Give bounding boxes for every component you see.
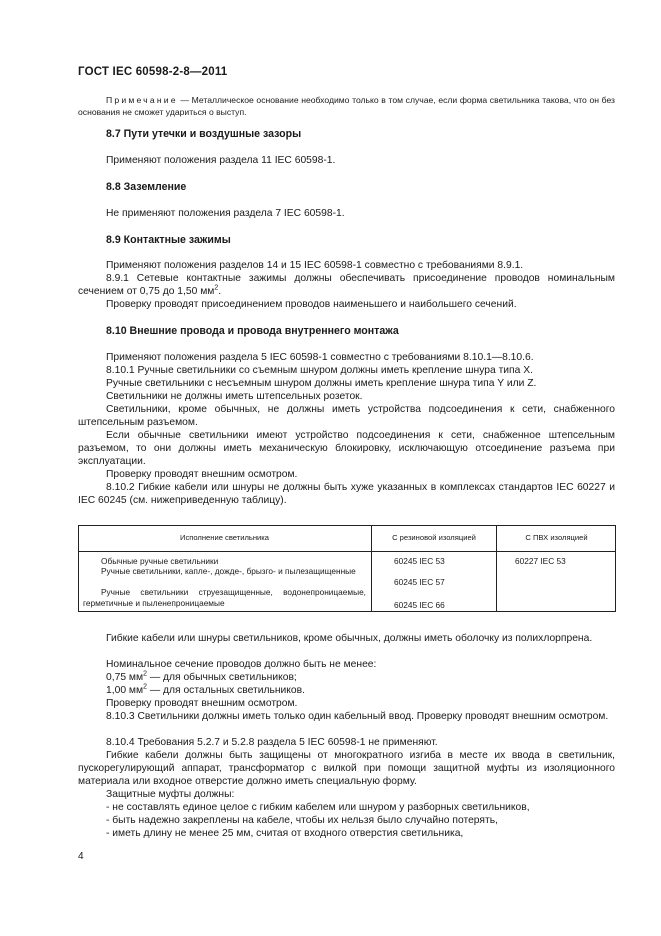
superscript: 2 — [143, 683, 147, 691]
section-8-10-p1: Применяют положения раздела 5 IEC 60598-1 совместно с требованиями 8.10.1—8.10.6. — [106, 352, 534, 363]
superscript: 2 — [214, 284, 219, 292]
section-8-10-p6: Если обычные светильники имеют устройство подсоединения к сети, снабженное штепсельным разъемом, то они должны иметь механическую блокировку, исключающую отсоединение разъема при эксплуатации. — [78, 430, 615, 467]
table-cell-rubber: 60245 IEC 57 — [394, 577, 445, 587]
value-text: — для остальных светильников. — [146, 685, 305, 696]
note-label: Примечание — [106, 95, 178, 105]
section-8-9-1-text — [78, 272, 615, 298]
list-item: - быть надежно закреплены на кабеле, чтобы их нельзя было случайно потерять, — [106, 815, 498, 826]
section-8-9-p1: Применяют положения разделов 14 и 15 IEC 60598-1 совместно с требованиями 8.9.1. — [106, 260, 524, 271]
section-8-10-p7: Проверку проводят внешним осмотром. — [106, 469, 298, 480]
section-8-10-p4: Светильники не должны иметь штепсельных розеток. — [106, 391, 363, 402]
value-text: 0,75 мм — [106, 672, 144, 683]
after-table-p1: Гибкие кабели или шнуры светильников, кроме обычных, должны иметь оболочку из полихлорпрена. — [106, 633, 593, 644]
page-number: 4 — [78, 851, 84, 862]
table-cell-execution: Ручные светильники струезащищенные, водонепроницаемые, герметичные и пыленепроницаемые — [83, 587, 366, 608]
section-8-10-4-text: 8.10.4 Требования 5.2.7 и 5.2.8 раздела 5 IEC 60598-1 не применяют. — [106, 737, 438, 748]
table-cell-rubber: 60245 IEC 66 — [394, 600, 445, 610]
section-8-9-1-main: 8.9.1 Сетевые контактные зажимы должны обеспечивать присоединение проводов номинальным сечением от 0,75 до 1,50 мм — [78, 273, 615, 297]
document-header: ГОСТ IEC 60598-2-8—2011 — [78, 66, 228, 78]
after-table-p5: Проверку проводят внешним осмотром. — [106, 698, 298, 709]
section-8-10-p5: Светильники, кроме обычных, не должны иметь устройства подсоединения к сети, снабженного штепсельным разъемом. — [78, 404, 615, 428]
section-8-10-title: 8.10 Внешние провода и провода внутреннего монтажа — [106, 325, 399, 337]
table-cell-pvc: 60227 IEC 53 — [515, 556, 566, 566]
after-table-p2: Номинальное сечение проводов должно быть не менее: — [106, 659, 377, 670]
after-table-p8: Гибкие кабели должны быть защищены от многократного изгиба в месте их ввода в светильник, пускорегулирующий аппарат, трансформатор с вилкой при помощи защитной муфты из изоляционного материала или входное отверстие должно иметь специальную форму. — [78, 750, 615, 787]
section-8-7-title: 8.7 Пути утечки и воздушные зазоры — [106, 128, 302, 140]
note-text: — Металлическое основание необходимо только в том случае, если форма светильника такова, что он без основания не сможет удариться о выступ. — [78, 95, 615, 117]
section-8-9-title: 8.9 Контактные зажимы — [106, 234, 231, 246]
section-8-8-title: 8.8 Заземление — [106, 181, 187, 193]
table-cell-execution: Ручные светильники, капле-, дожде-, брызго- и пылезащищенные — [101, 566, 356, 576]
value-text: 1,00 мм — [106, 685, 144, 696]
section-8-9-1-end: . — [218, 286, 222, 297]
section-8-10-p3: Ручные светильники с несъемным шнуром должны иметь крепление шнура типа Y или Z. — [106, 378, 537, 389]
table-cell-rubber: 60245 IEC 53 — [394, 556, 445, 566]
table-cell-execution: Обычные ручные светильники — [101, 556, 219, 566]
superscript: 2 — [143, 670, 147, 678]
section-8-10-3-text: 8.10.3 Светильники должны иметь только один кабельный ввод. Проверку проводят внешним осмотром. — [106, 711, 609, 722]
note-paragraph — [78, 95, 615, 118]
list-item: - не составлять единое целое с гибким кабелем или шнуром у разборных светильников, — [106, 802, 530, 813]
section-8-8-text: Не применяют положения раздела 7 IEC 60598-1. — [106, 208, 345, 219]
table-header-cell: Исполнение светильника — [179, 533, 269, 542]
cross-section-item — [78, 684, 615, 697]
after-table-p9: Защитные муфты должны: — [106, 789, 235, 800]
table-header-divider — [78, 551, 616, 552]
section-8-9-p3: Проверку проводят присоединением проводов наименьшего и наибольшего сечений. — [106, 299, 517, 310]
list-item: - иметь длину не менее 25 мм, считая от входного отверстия светильника, — [106, 828, 464, 839]
cross-section-item — [78, 671, 615, 684]
section-8-10-2-text: 8.10.2 Гибкие кабели или шнуры не должны быть хуже указанных в комплексах стандартов IEC 60227 и IEC 60245 (см. нижеприведенную таблицу). — [78, 482, 615, 506]
table-header-cell: С ПВХ изоляцией — [525, 533, 588, 542]
section-8-10-1-text: 8.10.1 Ручные светильники со съемным шнуром должны иметь крепление шнура типа X. — [106, 365, 533, 376]
table-header-cell: С резиновой изоляцией — [392, 533, 476, 542]
section-8-7-text: Применяют положения раздела 11 IEC 60598-1. — [106, 155, 336, 166]
cable-table — [78, 525, 616, 612]
value-text: — для обычных светильников; — [146, 672, 297, 683]
